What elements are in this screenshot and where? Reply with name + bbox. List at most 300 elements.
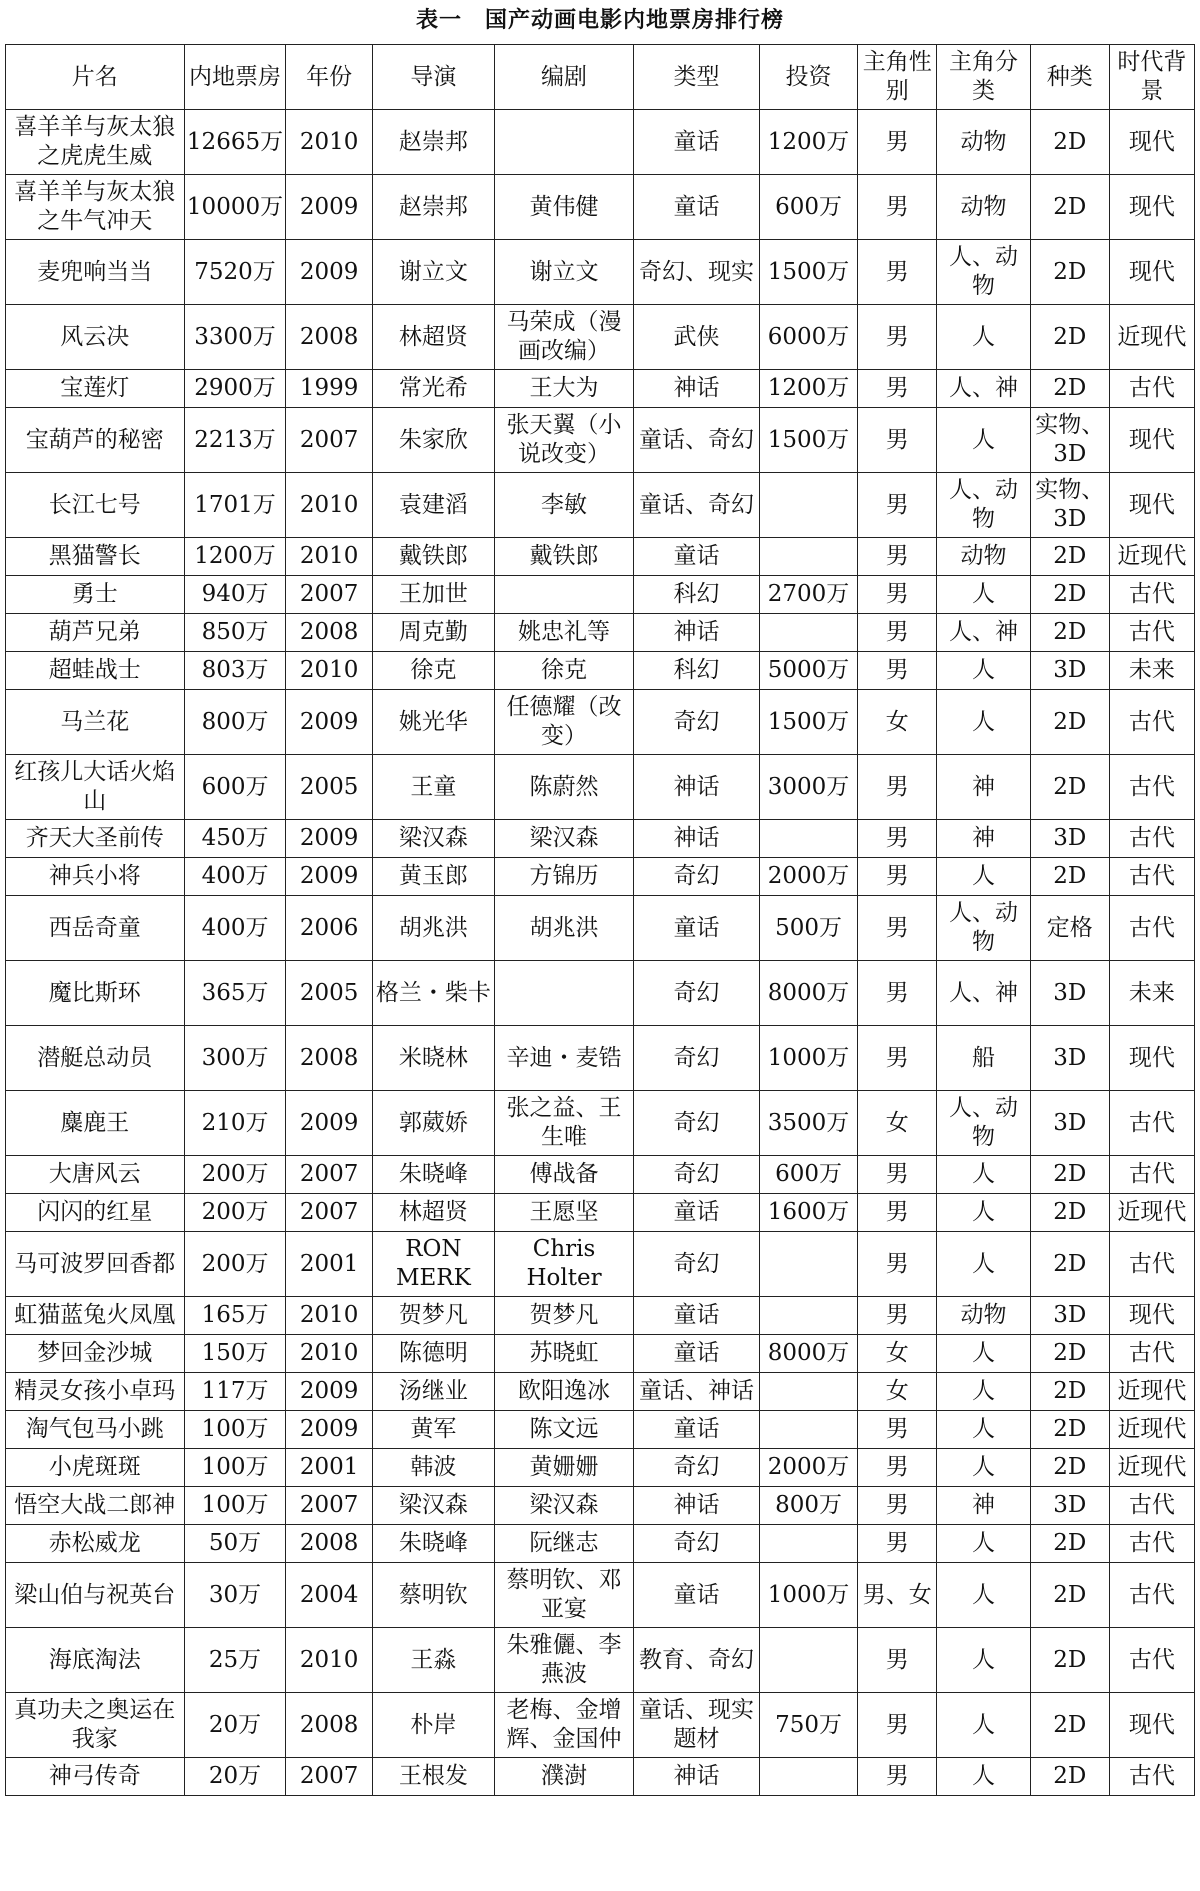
year-cell: 2009	[286, 690, 372, 755]
year-cell: 2008	[286, 1693, 372, 1758]
table-row	[6, 1563, 1195, 1628]
year-cell: 2010	[286, 652, 372, 690]
lead-type-cell: 人	[937, 1449, 1030, 1487]
director-cell: 贺梦凡	[372, 1297, 494, 1335]
investment-cell: 1600万	[759, 1194, 857, 1232]
lead-type-cell: 人	[937, 1758, 1030, 1796]
header-cell: 导演	[372, 45, 494, 110]
format-cell: 2D	[1030, 538, 1109, 576]
screenwriter-cell: Chris Holter	[495, 1232, 634, 1297]
box-office-cell: 10000万	[184, 175, 286, 240]
format-cell: 2D	[1030, 1693, 1109, 1758]
film-title-cell: 精灵女孩小卓玛	[6, 1373, 185, 1411]
film-title-cell: 宝葫芦的秘密	[6, 408, 185, 473]
director-cell: 朴岸	[372, 1693, 494, 1758]
genre-cell: 童话	[634, 1335, 760, 1373]
format-cell: 3D	[1030, 1297, 1109, 1335]
lead-type-cell: 人、动物	[937, 896, 1030, 961]
box-office-cell: 800万	[184, 690, 286, 755]
lead-type-cell: 人	[937, 690, 1030, 755]
genre-cell: 奇幻	[634, 1156, 760, 1194]
format-cell: 实物、3D	[1030, 408, 1109, 473]
director-cell: 格兰・柴卡	[372, 961, 494, 1026]
director-cell: 黄玉郎	[372, 858, 494, 896]
screenwriter-cell	[495, 576, 634, 614]
era-cell: 古代	[1109, 896, 1194, 961]
year-cell: 2008	[286, 1026, 372, 1091]
year-cell: 2010	[286, 538, 372, 576]
lead-type-cell: 人	[937, 1232, 1030, 1297]
table-row	[6, 305, 1195, 370]
lead-gender-cell: 男	[858, 652, 937, 690]
box-office-cell: 100万	[184, 1411, 286, 1449]
director-cell: 王根发	[372, 1758, 494, 1796]
director-cell: 周克勤	[372, 614, 494, 652]
box-office-cell: 12665万	[184, 110, 286, 175]
film-title-cell: 麋鹿王	[6, 1091, 185, 1156]
film-title-cell: 黑猫警长	[6, 538, 185, 576]
director-cell: 胡兆洪	[372, 896, 494, 961]
box-office-cell: 803万	[184, 652, 286, 690]
format-cell: 2D	[1030, 690, 1109, 755]
era-cell: 古代	[1109, 1628, 1194, 1693]
film-title-cell: 齐天大圣前传	[6, 820, 185, 858]
table-row	[6, 1693, 1195, 1758]
investment-cell	[759, 820, 857, 858]
table-row	[6, 755, 1195, 820]
table-row	[6, 1156, 1195, 1194]
year-cell: 2007	[286, 1758, 372, 1796]
table-row	[6, 370, 1195, 408]
lead-gender-cell: 男	[858, 110, 937, 175]
table-row	[6, 614, 1195, 652]
year-cell: 2008	[286, 1525, 372, 1563]
era-cell: 近现代	[1109, 538, 1194, 576]
lead-type-cell: 人、动物	[937, 1091, 1030, 1156]
genre-cell: 武侠	[634, 305, 760, 370]
director-cell: 汤继业	[372, 1373, 494, 1411]
film-title-cell: 虹猫蓝兔火凤凰	[6, 1297, 185, 1335]
header-cell: 片名	[6, 45, 185, 110]
era-cell: 古代	[1109, 1525, 1194, 1563]
screenwriter-cell: 苏晓虹	[495, 1335, 634, 1373]
genre-cell: 童话	[634, 110, 760, 175]
era-cell: 现代	[1109, 408, 1194, 473]
era-cell: 古代	[1109, 370, 1194, 408]
film-title-cell: 喜羊羊与灰太狼之虎虎生威	[6, 110, 185, 175]
lead-gender-cell: 男	[858, 1232, 937, 1297]
year-cell: 2009	[286, 175, 372, 240]
format-cell: 3D	[1030, 961, 1109, 1026]
investment-cell: 1200万	[759, 370, 857, 408]
era-cell: 近现代	[1109, 1373, 1194, 1411]
year-cell: 2001	[286, 1449, 372, 1487]
lead-gender-cell: 男	[858, 305, 937, 370]
investment-cell	[759, 1297, 857, 1335]
lead-gender-cell: 男	[858, 1487, 937, 1525]
era-cell: 古代	[1109, 1487, 1194, 1525]
format-cell: 2D	[1030, 1449, 1109, 1487]
format-cell: 3D	[1030, 652, 1109, 690]
lead-type-cell: 人	[937, 858, 1030, 896]
box-office-cell: 1701万	[184, 473, 286, 538]
director-cell: 谢立文	[372, 240, 494, 305]
format-cell: 2D	[1030, 110, 1109, 175]
genre-cell: 奇幻	[634, 1449, 760, 1487]
box-office-cell: 200万	[184, 1156, 286, 1194]
lead-type-cell: 动物	[937, 1297, 1030, 1335]
director-cell: 常光希	[372, 370, 494, 408]
box-office-cell: 1200万	[184, 538, 286, 576]
screenwriter-cell: 李敏	[495, 473, 634, 538]
investment-cell: 750万	[759, 1693, 857, 1758]
format-cell: 2D	[1030, 1373, 1109, 1411]
lead-type-cell: 人、神	[937, 961, 1030, 1026]
era-cell: 未来	[1109, 652, 1194, 690]
film-title-cell: 长江七号	[6, 473, 185, 538]
film-title-cell: 超蛙战士	[6, 652, 185, 690]
era-cell: 现代	[1109, 473, 1194, 538]
format-cell: 2D	[1030, 1525, 1109, 1563]
director-cell: 林超贤	[372, 1194, 494, 1232]
box-office-cell: 450万	[184, 820, 286, 858]
lead-type-cell: 人	[937, 1156, 1030, 1194]
era-cell: 古代	[1109, 1563, 1194, 1628]
investment-cell: 1000万	[759, 1026, 857, 1091]
format-cell: 2D	[1030, 1232, 1109, 1297]
box-office-cell: 25万	[184, 1628, 286, 1693]
lead-gender-cell: 男	[858, 1758, 937, 1796]
film-title-cell: 勇士	[6, 576, 185, 614]
format-cell: 2D	[1030, 1335, 1109, 1373]
table-row	[6, 110, 1195, 175]
film-title-cell: 马兰花	[6, 690, 185, 755]
genre-cell: 童话	[634, 1563, 760, 1628]
box-office-cell: 210万	[184, 1091, 286, 1156]
box-office-cell: 150万	[184, 1335, 286, 1373]
genre-cell: 童话	[634, 896, 760, 961]
screenwriter-cell: 黄姗姗	[495, 1449, 634, 1487]
director-cell: 王童	[372, 755, 494, 820]
box-office-cell: 940万	[184, 576, 286, 614]
investment-cell: 1000万	[759, 1563, 857, 1628]
director-cell: 袁建滔	[372, 473, 494, 538]
genre-cell: 奇幻	[634, 1525, 760, 1563]
director-cell: 赵崇邦	[372, 110, 494, 175]
film-title-cell: 海底淘法	[6, 1628, 185, 1693]
investment-cell	[759, 1411, 857, 1449]
year-cell: 2009	[286, 1091, 372, 1156]
format-cell: 2D	[1030, 175, 1109, 240]
table-row	[6, 858, 1195, 896]
screenwriter-cell: 辛迪・麦锆	[495, 1026, 634, 1091]
investment-cell: 6000万	[759, 305, 857, 370]
genre-cell: 童话、奇幻	[634, 408, 760, 473]
era-cell: 现代	[1109, 1693, 1194, 1758]
year-cell: 2005	[286, 961, 372, 1026]
lead-gender-cell: 女	[858, 690, 937, 755]
table-row	[6, 896, 1195, 961]
header-cell: 编剧	[495, 45, 634, 110]
screenwriter-cell: 老梅、金增辉、金国仲	[495, 1693, 634, 1758]
lead-gender-cell: 男	[858, 820, 937, 858]
genre-cell: 童话、现实题材	[634, 1693, 760, 1758]
table-row	[6, 408, 1195, 473]
lead-gender-cell: 男	[858, 1628, 937, 1693]
screenwriter-cell	[495, 110, 634, 175]
director-cell: 徐克	[372, 652, 494, 690]
director-cell: 朱晓峰	[372, 1156, 494, 1194]
format-cell: 2D	[1030, 614, 1109, 652]
table-row	[6, 1628, 1195, 1693]
year-cell: 2006	[286, 896, 372, 961]
year-cell: 2001	[286, 1232, 372, 1297]
film-title-cell: 风云决	[6, 305, 185, 370]
lead-type-cell: 人	[937, 1563, 1030, 1628]
genre-cell: 神话	[634, 1758, 760, 1796]
format-cell: 2D	[1030, 370, 1109, 408]
screenwriter-cell: 方锦历	[495, 858, 634, 896]
lead-gender-cell: 男	[858, 896, 937, 961]
table-title: 表一 国产动画电影内地票房排行榜	[415, 8, 784, 33]
year-cell: 2010	[286, 1335, 372, 1373]
director-cell: 姚光华	[372, 690, 494, 755]
year-cell: 2007	[286, 408, 372, 473]
screenwriter-cell: 张天翼（小说改变）	[495, 408, 634, 473]
era-cell: 古代	[1109, 755, 1194, 820]
box-office-cell: 100万	[184, 1449, 286, 1487]
film-title-cell: 西岳奇童	[6, 896, 185, 961]
table-row	[6, 961, 1195, 1026]
box-office-cell: 3300万	[184, 305, 286, 370]
table-row	[6, 538, 1195, 576]
year-cell: 2007	[286, 1487, 372, 1525]
era-cell: 现代	[1109, 110, 1194, 175]
header-row	[6, 45, 1195, 110]
investment-cell	[759, 1758, 857, 1796]
box-office-cell: 200万	[184, 1194, 286, 1232]
box-office-cell: 30万	[184, 1563, 286, 1628]
screenwriter-cell: 朱雅儷、李燕波	[495, 1628, 634, 1693]
year-cell: 2009	[286, 1411, 372, 1449]
film-title-cell: 潜艇总动员	[6, 1026, 185, 1091]
lead-gender-cell: 男	[858, 961, 937, 1026]
investment-cell: 3000万	[759, 755, 857, 820]
genre-cell: 童话	[634, 1411, 760, 1449]
box-office-cell: 20万	[184, 1758, 286, 1796]
header-cell: 类型	[634, 45, 760, 110]
table-row	[6, 175, 1195, 240]
lead-type-cell: 人	[937, 305, 1030, 370]
screenwriter-cell: 戴铁郎	[495, 538, 634, 576]
film-title-cell: 悟空大战二郎神	[6, 1487, 185, 1525]
table-row	[6, 690, 1195, 755]
genre-cell: 奇幻	[634, 961, 760, 1026]
investment-cell	[759, 1525, 857, 1563]
format-cell: 2D	[1030, 576, 1109, 614]
box-office-cell: 7520万	[184, 240, 286, 305]
genre-cell: 童话	[634, 175, 760, 240]
investment-cell: 1200万	[759, 110, 857, 175]
year-cell: 2007	[286, 1156, 372, 1194]
lead-type-cell: 人、动物	[937, 240, 1030, 305]
format-cell: 2D	[1030, 858, 1109, 896]
box-office-table	[5, 44, 1195, 1796]
investment-cell: 600万	[759, 175, 857, 240]
film-title-cell: 大唐风云	[6, 1156, 185, 1194]
box-office-cell: 2900万	[184, 370, 286, 408]
screenwriter-cell: 傅战备	[495, 1156, 634, 1194]
lead-type-cell: 动物	[937, 110, 1030, 175]
box-office-cell: 100万	[184, 1487, 286, 1525]
investment-cell	[759, 1373, 857, 1411]
investment-cell: 3500万	[759, 1091, 857, 1156]
screenwriter-cell: 贺梦凡	[495, 1297, 634, 1335]
lead-gender-cell: 男	[858, 538, 937, 576]
box-office-cell: 2213万	[184, 408, 286, 473]
header-cell: 主角性别	[858, 45, 937, 110]
lead-gender-cell: 女	[858, 1091, 937, 1156]
genre-cell: 科幻	[634, 576, 760, 614]
box-office-cell: 20万	[184, 1693, 286, 1758]
lead-type-cell: 动物	[937, 538, 1030, 576]
lead-type-cell: 神	[937, 755, 1030, 820]
table-body	[6, 45, 1195, 1796]
era-cell: 古代	[1109, 614, 1194, 652]
director-cell: 蔡明钦	[372, 1563, 494, 1628]
year-cell: 2009	[286, 820, 372, 858]
lead-type-cell: 人、神	[937, 614, 1030, 652]
header-cell: 种类	[1030, 45, 1109, 110]
screenwriter-cell: 梁汉森	[495, 820, 634, 858]
film-title-cell: 神弓传奇	[6, 1758, 185, 1796]
lead-type-cell: 人、神	[937, 370, 1030, 408]
director-cell: 王加世	[372, 576, 494, 614]
lead-gender-cell: 男	[858, 858, 937, 896]
lead-gender-cell: 男	[858, 614, 937, 652]
era-cell: 现代	[1109, 1297, 1194, 1335]
lead-gender-cell: 男	[858, 1449, 937, 1487]
screenwriter-cell: 蔡明钦、邓亚宴	[495, 1563, 634, 1628]
format-cell: 2D	[1030, 305, 1109, 370]
year-cell: 2005	[286, 755, 372, 820]
lead-gender-cell: 男、女	[858, 1563, 937, 1628]
director-cell: 朱家欣	[372, 408, 494, 473]
table-row	[6, 576, 1195, 614]
format-cell: 2D	[1030, 1411, 1109, 1449]
screenwriter-cell	[495, 961, 634, 1026]
format-cell: 2D	[1030, 1194, 1109, 1232]
lead-gender-cell: 男	[858, 370, 937, 408]
lead-type-cell: 神	[937, 1487, 1030, 1525]
lead-gender-cell: 女	[858, 1335, 937, 1373]
era-cell: 近现代	[1109, 1194, 1194, 1232]
year-cell: 2009	[286, 858, 372, 896]
format-cell: 3D	[1030, 820, 1109, 858]
year-cell: 2009	[286, 240, 372, 305]
lead-gender-cell: 男	[858, 755, 937, 820]
film-title-cell: 喜羊羊与灰太狼之牛气冲天	[6, 175, 185, 240]
lead-gender-cell: 男	[858, 1194, 937, 1232]
format-cell: 2D	[1030, 1156, 1109, 1194]
investment-cell: 1500万	[759, 690, 857, 755]
table-row	[6, 1758, 1195, 1796]
era-cell: 古代	[1109, 1758, 1194, 1796]
format-cell: 2D	[1030, 755, 1109, 820]
era-cell: 古代	[1109, 820, 1194, 858]
director-cell: 梁汉森	[372, 1487, 494, 1525]
box-office-cell: 200万	[184, 1232, 286, 1297]
box-office-cell: 117万	[184, 1373, 286, 1411]
year-cell: 2010	[286, 473, 372, 538]
era-cell: 现代	[1109, 1026, 1194, 1091]
table-row	[6, 820, 1195, 858]
table-row	[6, 1091, 1195, 1156]
table-row	[6, 1487, 1195, 1525]
genre-cell: 神话	[634, 755, 760, 820]
box-office-cell: 850万	[184, 614, 286, 652]
film-title-cell: 魔比斯环	[6, 961, 185, 1026]
table-row	[6, 1411, 1195, 1449]
table-row	[6, 1297, 1195, 1335]
year-cell: 2007	[286, 1194, 372, 1232]
film-title-cell: 麦兜响当当	[6, 240, 185, 305]
genre-cell: 科幻	[634, 652, 760, 690]
genre-cell: 童话	[634, 1297, 760, 1335]
box-office-cell: 50万	[184, 1525, 286, 1563]
lead-type-cell: 人	[937, 652, 1030, 690]
format-cell: 3D	[1030, 1026, 1109, 1091]
screenwriter-cell: 任德耀（改变）	[495, 690, 634, 755]
genre-cell: 奇幻	[634, 1232, 760, 1297]
film-title-cell: 赤松威龙	[6, 1525, 185, 1563]
year-cell: 2007	[286, 576, 372, 614]
director-cell: 梁汉森	[372, 820, 494, 858]
investment-cell	[759, 1232, 857, 1297]
lead-type-cell: 人	[937, 1693, 1030, 1758]
lead-type-cell: 动物	[937, 175, 1030, 240]
box-office-cell: 365万	[184, 961, 286, 1026]
table-row	[6, 1525, 1195, 1563]
investment-cell	[759, 538, 857, 576]
table-row	[6, 1232, 1195, 1297]
genre-cell: 奇幻、现实	[634, 240, 760, 305]
lead-type-cell: 神	[937, 820, 1030, 858]
table-row	[6, 473, 1195, 538]
header-cell: 投资	[759, 45, 857, 110]
investment-cell: 8000万	[759, 1335, 857, 1373]
film-title-cell: 马可波罗回香都	[6, 1232, 185, 1297]
film-title-cell: 神兵小将	[6, 858, 185, 896]
table-row	[6, 1335, 1195, 1373]
year-cell: 1999	[286, 370, 372, 408]
director-cell: RON MERK	[372, 1232, 494, 1297]
investment-cell: 800万	[759, 1487, 857, 1525]
director-cell: 朱晓峰	[372, 1525, 494, 1563]
genre-cell: 奇幻	[634, 1091, 760, 1156]
lead-type-cell: 人	[937, 1411, 1030, 1449]
investment-cell: 1500万	[759, 408, 857, 473]
investment-cell	[759, 614, 857, 652]
box-office-cell: 300万	[184, 1026, 286, 1091]
investment-cell: 8000万	[759, 961, 857, 1026]
screenwriter-cell: 胡兆洪	[495, 896, 634, 961]
screenwriter-cell: 梁汉森	[495, 1487, 634, 1525]
director-cell: 郭葳娇	[372, 1091, 494, 1156]
lead-gender-cell: 男	[858, 473, 937, 538]
header-cell: 内地票房	[184, 45, 286, 110]
screenwriter-cell: 濮澍	[495, 1758, 634, 1796]
